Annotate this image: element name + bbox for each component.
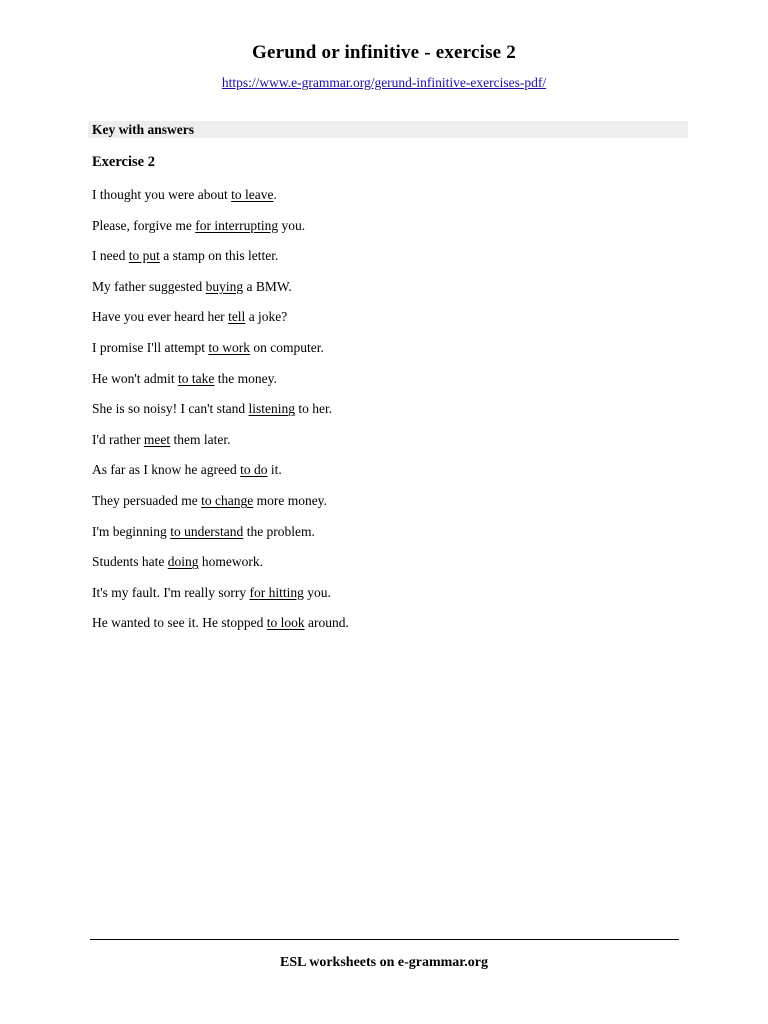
answer-sentence — [92, 584, 692, 615]
answer-text: meet — [143, 431, 171, 447]
sentence-text: I thought you were about — [92, 187, 232, 202]
answer-sentence — [92, 523, 692, 554]
sentence-text: Please, forgive me — [92, 217, 196, 233]
footer-text: ESL worksheets on e-grammar.org — [280, 955, 488, 970]
sentence-text: on computer. — [250, 339, 324, 355]
answer-sentence — [92, 461, 692, 492]
answer-sentence — [92, 186, 692, 217]
sentence-text: you. — [278, 217, 306, 233]
answer-sentence — [92, 247, 692, 278]
answer-sentence — [92, 614, 692, 645]
answer-text: to work — [208, 339, 251, 355]
sentence-text: . — [273, 187, 277, 202]
sentence-text: it. — [267, 462, 282, 478]
sentence-text: a BMW. — [243, 278, 292, 294]
answer-sentence — [92, 308, 692, 339]
sentence-text: a joke? — [245, 309, 288, 325]
sentence-text: I'd rather — [92, 431, 144, 447]
answer-text: to change — [201, 492, 254, 508]
answer-text: to do — [240, 462, 268, 478]
sentence-text: My father suggested — [92, 278, 206, 294]
answer-sentence — [92, 400, 692, 431]
answer-text: to leave — [231, 187, 274, 202]
sentence-text: the problem. — [243, 523, 315, 539]
answer-sentence — [92, 217, 692, 248]
page-title: Gerund or infinitive - exercise 2 — [252, 42, 516, 63]
sentence-text: a stamp on this letter. — [159, 248, 279, 264]
answer-text: tell — [228, 309, 246, 325]
answer-sentence — [92, 339, 692, 370]
source-link[interactable]: https://www.e-grammar.org/gerund-infinitive-exercises-pdf/ — [221, 75, 547, 90]
answer-text: listening — [248, 401, 296, 417]
answer-text: doing — [167, 554, 199, 570]
answer-sentence — [92, 370, 692, 401]
sentence-text: you. — [303, 584, 331, 600]
sentence-text: I need — [92, 248, 129, 264]
sentence-text: She is so noisy! I can't stand — [92, 401, 249, 417]
sentence-text: them later. — [170, 431, 231, 447]
sentence-text: They persuaded me — [92, 492, 202, 508]
sentence-text: As far as I know he agreed — [92, 462, 241, 478]
sentence-text: homework. — [198, 554, 264, 570]
answer-text: for hitting — [249, 584, 304, 600]
sentence-text: Have you ever heard her — [92, 309, 229, 325]
answer-text: to put — [128, 248, 160, 264]
answer-list — [92, 186, 692, 645]
answer-text: buying — [205, 278, 244, 294]
answer-text: for interrupting — [195, 217, 279, 233]
answer-text: to look — [266, 615, 305, 631]
sentence-text: It's my fault. I'm really sorry — [92, 584, 250, 600]
sentence-text: I'm beginning — [92, 523, 171, 539]
sentence-text: more money. — [253, 492, 327, 508]
sentence-text: Students hate — [92, 554, 168, 570]
answer-sentence — [92, 553, 692, 584]
footer-divider — [90, 939, 679, 940]
answer-text: to understand — [170, 523, 244, 539]
sentence-text: He wanted to see it. He stopped — [92, 615, 267, 631]
sentence-text: He won't admit — [92, 370, 179, 386]
exercise-heading: Exercise 2 — [92, 154, 155, 170]
answer-sentence — [92, 492, 692, 523]
sentence-text: to her. — [295, 401, 333, 417]
answer-sentence — [92, 431, 692, 462]
key-heading: Key with answers — [92, 122, 194, 137]
sentence-text: around. — [304, 615, 349, 631]
sentence-text: I promise I'll attempt — [92, 339, 209, 355]
answer-sentence — [92, 278, 692, 309]
sentence-text: the money. — [214, 370, 277, 386]
answer-text: to take — [178, 370, 215, 386]
